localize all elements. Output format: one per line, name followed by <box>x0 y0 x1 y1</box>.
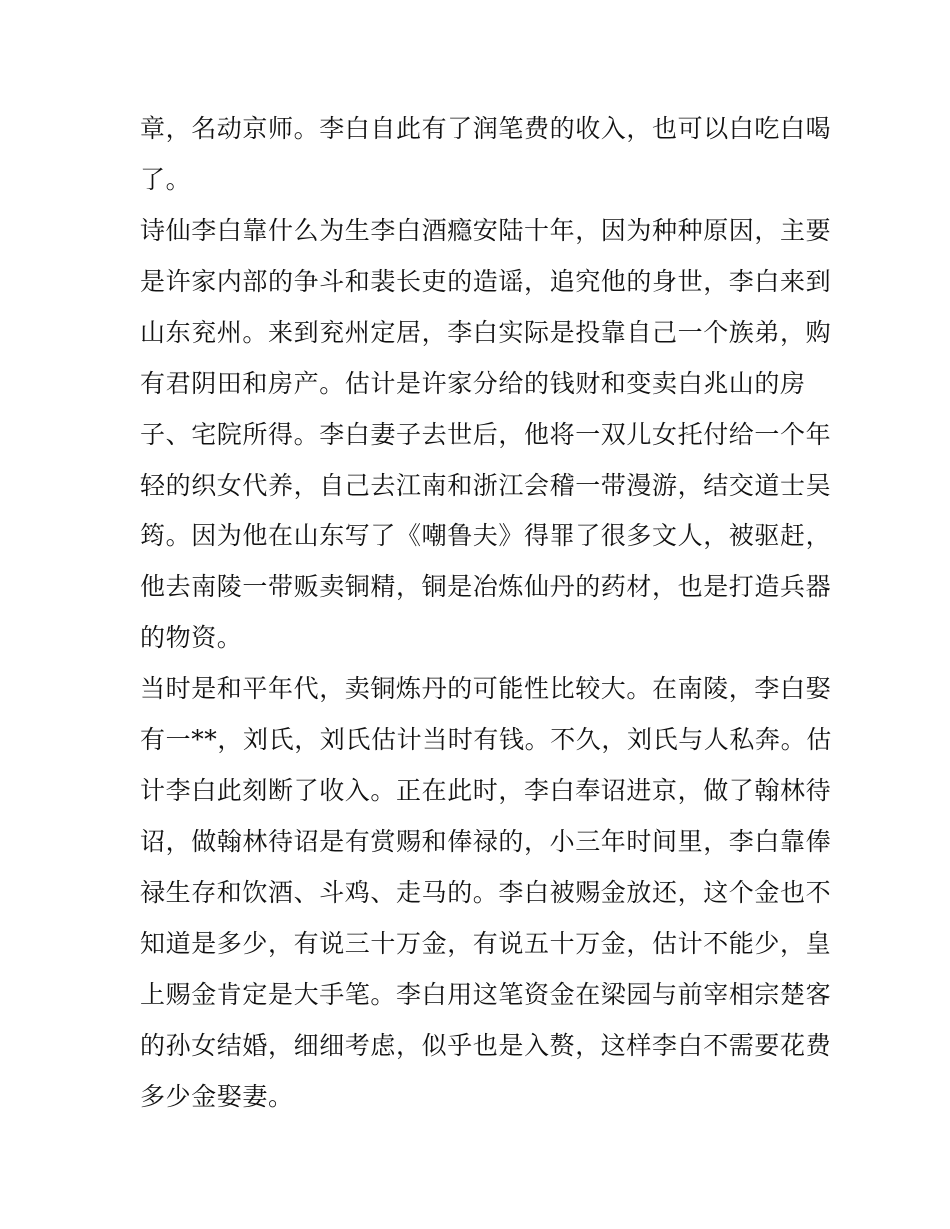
text-line: 当时是和平年代，卖铜炼丹的可能性比较大。在南陵，李白娶 <box>140 674 832 703</box>
text-line: 有君阴田和房产。估计是许家分给的钱财和变卖白兆山的房 <box>140 369 806 398</box>
text-line: 山东兖州。来到兖州定居，李白实际是投靠自己一个族弟，购 <box>140 318 832 347</box>
text-line: 诏，做翰林待诏是有赏赐和俸禄的，小三年时间里，李白靠俸 <box>140 827 832 856</box>
text-line: 禄生存和饮酒、斗鸡、走马的。李白被赐金放还，这个金也不 <box>140 878 832 907</box>
text-line: 了。 <box>140 165 192 194</box>
text-line: 诗仙李白靠什么为生李白酒瘾安陆十年，因为种种原因，主要 <box>140 216 832 245</box>
text-line: 上赐金肯定是大手笔。李白用这笔资金在梁园与前宰相宗楚客 <box>140 980 832 1009</box>
text-line: 多少金娶妻。 <box>140 1082 294 1111</box>
text-line: 轻的织女代养，自己去江南和浙江会稽一带漫游，结交道士吴 <box>140 471 832 500</box>
text-line: 计李白此刻断了收入。正在此时，李白奉诏进京，做了翰林待 <box>140 776 832 805</box>
text-line: 章，名动京师。李白自此有了润笔费的收入，也可以白吃白喝 <box>140 114 832 143</box>
text-line: 子、宅院所得。李白妻子去世后，他将一双儿女托付给一个年 <box>140 420 832 449</box>
text-line: 是许家内部的争斗和裴长吏的造谣，追究他的身世，李白来到 <box>140 267 832 296</box>
text-line: 他去南陵一带贩卖铜精，铜是冶炼仙丹的药材，也是打造兵器 <box>140 572 832 601</box>
text-line: 有一**，刘氏，刘氏估计当时有钱。不久，刘氏与人私奔。估 <box>140 725 832 754</box>
text-line: 的孙女结婚，细细考虑，似乎也是入赘，这样李白不需要花费 <box>140 1031 832 1060</box>
text-line: 的物资。 <box>140 623 243 652</box>
text-line: 知道是多少，有说三十万金，有说五十万金，估计不能少，皇 <box>140 929 832 958</box>
text-line: 筠。因为他在山东写了《嘲鲁夫》得罪了很多文人，被驱赶， <box>140 521 832 550</box>
